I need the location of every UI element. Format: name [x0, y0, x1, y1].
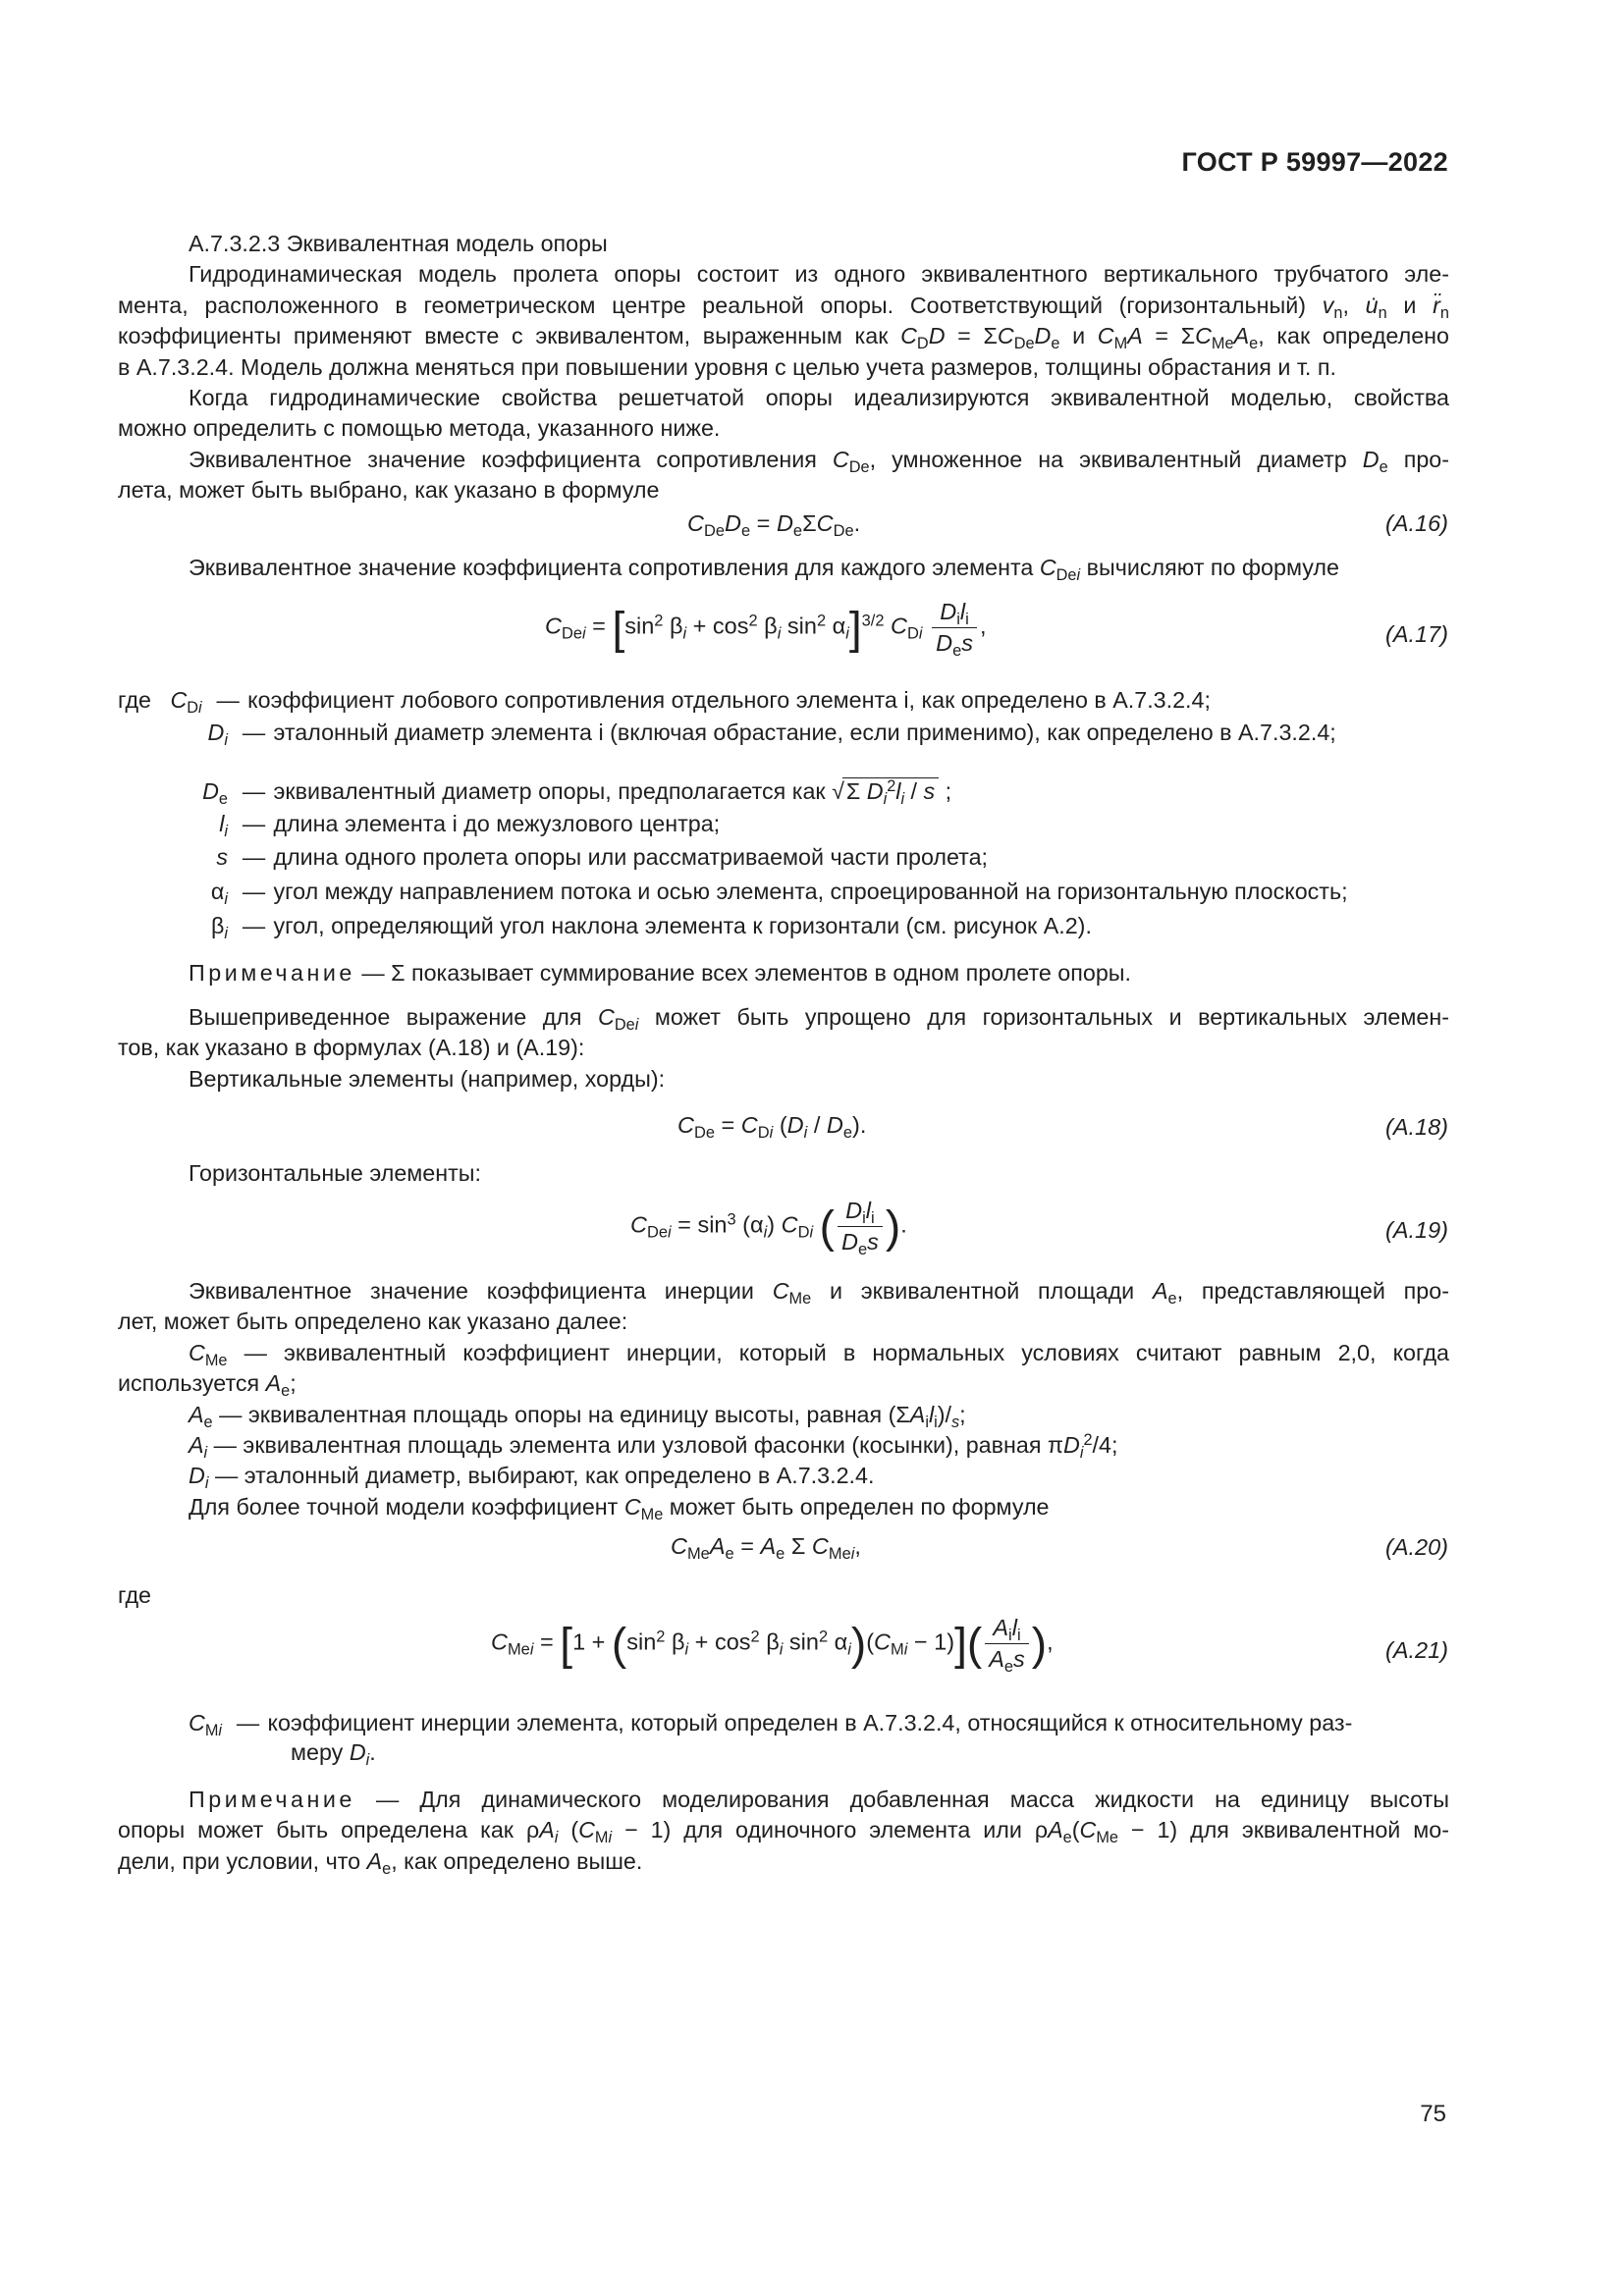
definition-alpha: $\alpha_i$ — угол между направлением потока и осью элемента, спроецированной на горизонтальную плоскость;	[210, 879, 1348, 908]
paragraph-line: опоры может быть определена как $\rho A_i$ $(C_{Mi} - 1)$ для одиночного элемента или $\rho A_e(C_{Me} - 1)$ для эквивалентной мо-	[118, 1817, 1449, 1847]
paragraph-line: $C_{Me}$ — эквивалентный коэффициент инерции, который в нормальных условиях считают равным 2,0, когда	[189, 1339, 1449, 1369]
paragraph-line: Эквивалентное значение коэффициента инерции $C_{Me}$ и эквивалентной площади $A_e$, представляющей про-	[189, 1278, 1449, 1308]
definition-s: s — длина одного пролета опоры или рассматриваемой части пролета;	[216, 844, 989, 870]
paragraph-line: можно определить с помощью метода, указанного ниже.	[118, 415, 721, 442]
paragraph-line: Вышеприведенное выражение для $C_{Dei}$ может быть упрощено для горизонтальных и вертикальных элемен-	[189, 1004, 1449, 1034]
formula-number: (А.20)	[1385, 1534, 1448, 1560]
paragraph-p6	[118, 1276, 1449, 1522]
definition-cmi: $C_{Mi}$ — коэффициент инерции элемента, который определен в А.7.3.2.4, относящийся к относительному раз-	[189, 1710, 1353, 1739]
paragraph-line: Примечание — Для динамического моделирования добавленная масса жидкости на единицу высоты	[189, 1787, 1449, 1812]
paragraph-line: $D_i$ — эталонный диаметр, выбирают, как определено в А.7.3.2.4.	[189, 1463, 875, 1493]
paragraph-line: Эквивалентное значение коэффициента сопротивления $C_{De}$, умноженное на эквивалентный диаметр $D_e$ про-	[189, 446, 1450, 476]
formula-a19: $C_{Dei} = \sin^3 (\alpha_i)$ $C_{Di}$ ( $\frac{D_il_i}{D_es}$ ).	[630, 1198, 907, 1258]
paragraph-line: Вертикальные элементы (например, хорды):	[189, 1065, 666, 1092]
paragraph-line: тов, как указано в формулах (А.18) и (А.19):	[118, 1035, 585, 1061]
formula-a17: $C_{Dei} = [\sin^2$ $\beta_i + \cos^2 \beta_i$ $\sin^2 \alpha_i]^{3/2}$ $C_{Di}$ $\frac{D_il_i}{D_es}$ ,	[545, 599, 987, 660]
paragraph-line: коэффициенты применяют вместе с эквивалентом, выраженным как $C_DD = \Sigma C_{De}D_e$ и $C_MA = \Sigma C_{Me}A_e$, как определено	[118, 323, 1449, 353]
formula-a16: $C_{De}D_e = D_e\Sigma C_{De}$.	[687, 510, 861, 540]
document-code: ГОСТ Р 59997—2022	[1181, 147, 1448, 177]
formula-number: (А.21)	[1385, 1637, 1448, 1663]
paragraph-line: Когда гидродинамические свойства решетчатой опоры идеализируются эквивалентной моделью, свойства	[189, 384, 1449, 410]
paragraph-line: Для более точной модели коэффициент $C_{Me}$ может быть определен по формуле	[189, 1493, 1050, 1523]
definition-cmi-cont: меру $D_i$.	[291, 1739, 376, 1769]
paragraph-line: Горизонтальные элементы:	[189, 1160, 482, 1186]
where-label: где	[118, 1582, 152, 1608]
paragraph-line: Гидродинамическая модель пролета опоры состоит из одного эквивалентного вертикального трубчатого эле-	[189, 261, 1449, 288]
note-1: Примечание — Σ показывает суммирование всех элементов в одном пролете опоры.	[189, 960, 1131, 986]
paragraph-line: в А.7.3.2.4. Модель должна меняться при повышении уровня с целью учета размеров, толщины обрастания и т. п.	[118, 353, 1336, 380]
formula-a20: $C_{Me}A_e = A_e$ Σ $C_{Mei}$,	[671, 1533, 861, 1563]
paragraph-line: $A_i$ — эквивалентная площадь элемента или узловой фасонки (косынки), равная $\pi D_i^2/4$;	[189, 1430, 1118, 1462]
definition-beta: $\beta_i$ — угол, определяющий угол наклона элемента к горизонтали (см. рисунок А.2).	[210, 913, 1092, 942]
paragraph-line: лет, может быть определено как указано далее:	[118, 1308, 628, 1335]
definition-de: $D_e$ — эквивалентный диаметр опоры, предполагается как √Σ $D_i^2l_i$ / s ;	[202, 777, 952, 808]
definition-cdi: где $C_{Di}$ — коэффициент лобового сопротивления отдельного элемента i, как определено в А.7.3.2.4;	[118, 687, 1211, 717]
section-title: А.7.3.2.3 Эквивалентная модель опоры	[189, 231, 608, 256]
paragraph-horizontal	[118, 1158, 1449, 1189]
formula-a18: $C_{De} = C_{Di}$ $(D_i / D_e)$.	[677, 1112, 867, 1142]
paragraph-line: используется $A_e$;	[118, 1370, 297, 1401]
paragraph-line: Эквивалентное значение коэффициента сопротивления для каждого элемента $C_{Dei}$ вычисляют по формуле	[189, 555, 1339, 584]
formula-number: (А.18)	[1385, 1114, 1448, 1140]
formula-number: (А.17)	[1385, 621, 1448, 647]
section-block-1	[118, 229, 1449, 507]
paragraph-line: дели, при условии, что $A_e$, как определено выше.	[118, 1847, 643, 1878]
formula-a21: $C_{Mei} = [1 + (\sin^2$ $\beta_i + \cos^2 \beta_i$ $\sin^2 \alpha_i)(C_{Mi} - 1)$]( $\frac{A_il_i}{A_es}$ ),	[491, 1615, 1054, 1676]
formula-number: (А.16)	[1385, 510, 1448, 536]
paragraph-line: мента, расположенного в геометрическом центре реальной опоры. Соответствующий (горизонтальный) $v_n$, $u̇_n$ и $r̈_n$	[118, 292, 1449, 322]
note-2	[118, 1785, 1449, 1877]
definition-li: $l_i$ — длина элемента i до межузлового центра;	[219, 811, 721, 840]
page-number: 75	[1420, 2101, 1446, 2127]
paragraph-p5	[118, 1002, 1449, 1095]
paragraph-p4	[118, 553, 1449, 583]
definition-di: $D_i$ — эталонный диаметр элемента i (включая обрастание, если применимо), как определено в А.7.3.2.4;	[207, 720, 1336, 749]
where-label: где	[118, 687, 152, 713]
paragraph-line: $A_e$ — эквивалентная площадь опоры на единицу высоты, равная $(\Sigma A_il_i)/_s$;	[189, 1401, 966, 1431]
paragraph-line: лета, может быть выбрано, как указано в формуле	[118, 477, 660, 504]
formula-number: (А.19)	[1385, 1217, 1448, 1243]
